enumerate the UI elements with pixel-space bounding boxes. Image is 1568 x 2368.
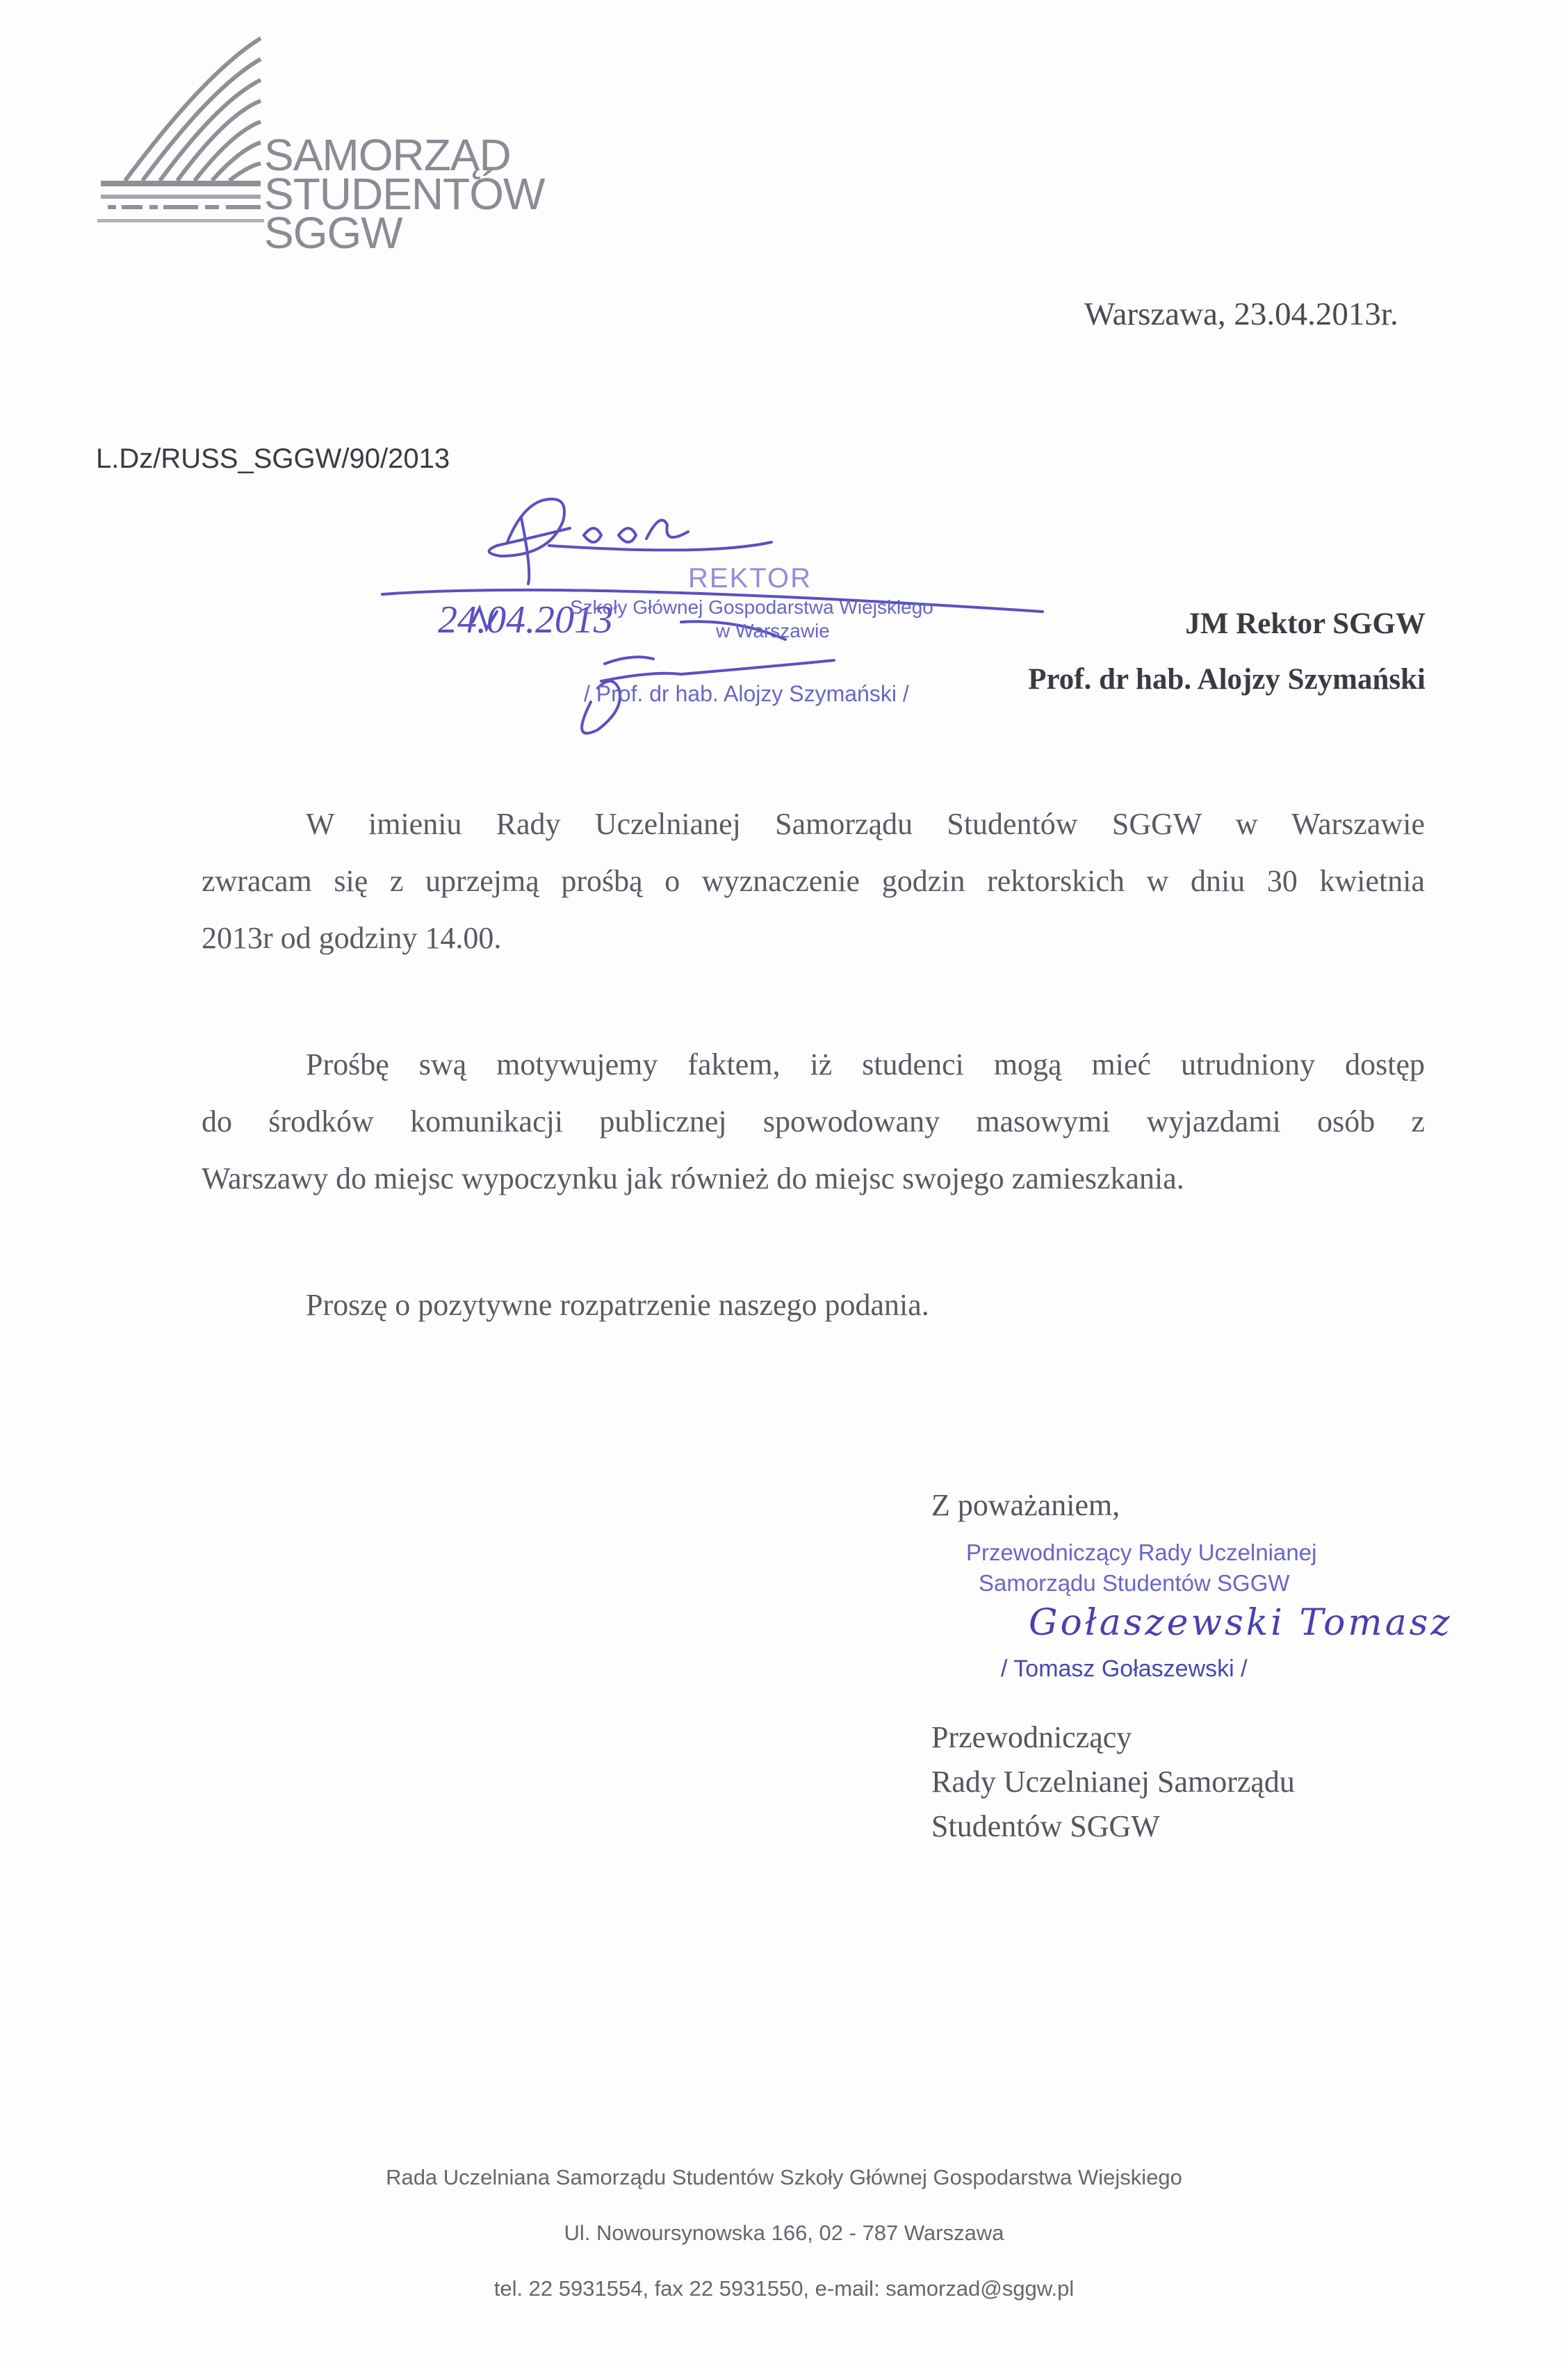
paragraph-1-line-3: 2013r od godziny 14.00. xyxy=(202,921,502,955)
addressee-line-1: JM Rektor SGGW xyxy=(1185,607,1426,640)
stamp-rector-title: REKTOR xyxy=(688,563,812,594)
paragraph-1-line-2: zwracam się z uprzejmą prośbą o wyznaczenie godzin rektorskich w dniu 30 kwietnia xyxy=(202,864,1425,898)
handwritten-date: 24.04.2013 xyxy=(438,598,613,642)
rector-receipt-stamp xyxy=(361,480,1056,758)
building-logo-icon xyxy=(94,31,275,240)
addressee-block xyxy=(1028,596,1426,708)
role-line-2: Rady Uczelnianej Samorządu xyxy=(931,1765,1295,1799)
addressee-line-2: Prof. dr hab. Alojzy Szymański xyxy=(1028,663,1426,696)
closing-salutation: Z poważaniem, xyxy=(931,1488,1120,1522)
stamp-rector-city: w Warszawie xyxy=(716,620,830,642)
logo-text-line-3: SGGW xyxy=(264,208,402,258)
logo-text-line-2: STUDENTÓW xyxy=(264,169,545,219)
footer-address: Ul. Nowoursynowska 166, 02 - 787 Warszawa xyxy=(564,2221,1004,2245)
rector-signature-icon xyxy=(361,480,1056,758)
footer-contact: tel. 22 5931554, fax 22 5931550, e-mail: samorzad@sggw.pl xyxy=(493,2276,1075,2301)
footer-organization: Rada Uczelniana Samorządu Studentów Szkoły Głównej Gospodarstwa Wiejskiego xyxy=(386,2165,1182,2189)
stamp-rector-institution: Szkoły Głównej Gospodarstwa Wiejskiego xyxy=(570,596,933,618)
paragraph-2-line-3: Warszawy do miejsc wypoczynku jak również do miejsc swojego zamieszkania. xyxy=(202,1161,1184,1195)
paragraph-1-line-1: W imieniu Rady Uczelnianej Samorządu Studentów SGGW w Warszawie xyxy=(306,807,1425,841)
role-line-3: Studentów SGGW xyxy=(931,1809,1160,1843)
stamp-rector-name: / Prof. dr hab. Alojzy Szymański / xyxy=(584,681,909,706)
chair-stamp-line-2: Samorządu Studentów SGGW xyxy=(979,1570,1290,1596)
paragraph-2-line-2: do środków komunikacji publicznej spowodowany masowymi wyjazdami osób z xyxy=(202,1104,1425,1138)
role-line-1: Przewodniczący xyxy=(931,1720,1132,1754)
document-date: Warszawa, 23.04.2013r. xyxy=(1084,296,1398,332)
paragraph-3: Proszę o pozytywne rozpatrzenie naszego podania. xyxy=(306,1288,929,1322)
signatory-role xyxy=(931,1715,1295,1849)
logo-text-line-1: SAMORZĄD xyxy=(264,130,511,180)
organization-logo xyxy=(94,31,545,258)
chair-stamp-line-1: Przewodniczący Rady Uczelnianej xyxy=(966,1540,1317,1565)
chair-handwritten-signature: Gołaszewski Tomasz xyxy=(1029,1602,1453,1644)
chair-stamp-name: / Tomasz Gołaszewski / xyxy=(1001,1656,1248,1682)
reference-number: L.Dz/RUSS_SGGW/90/2013 xyxy=(96,443,450,474)
chair-stamp xyxy=(966,1537,1316,1599)
paragraph-2-line-1: Prośbę swą motywujemy faktem, iż studenci mogą mieć utrudniony dostęp xyxy=(306,1047,1425,1081)
